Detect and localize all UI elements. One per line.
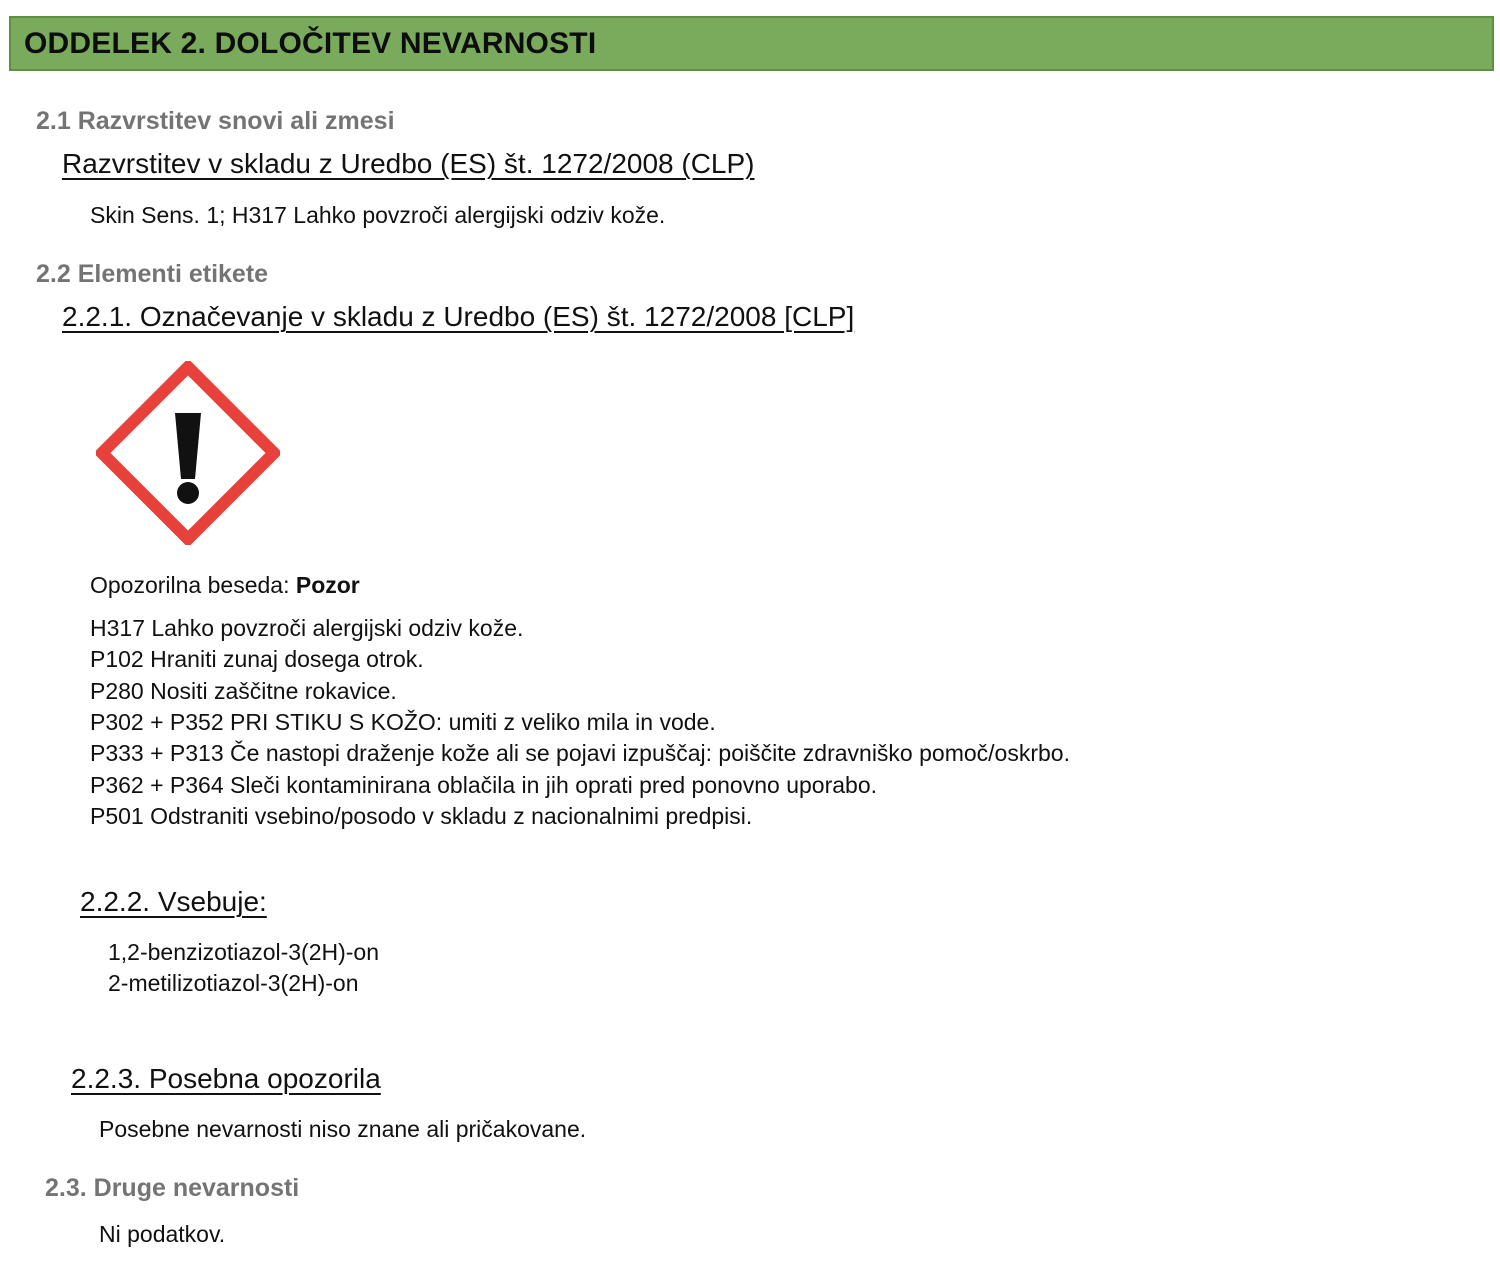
special-warnings-text: Posebne nevarnosti niso znane ali pričakovane. bbox=[99, 1116, 587, 1142]
statement-h317: H317 Lahko povzroči alergijski odziv kože. bbox=[90, 615, 524, 641]
subheading-2-2-2: 2.2.2. Vsebuje: bbox=[80, 886, 267, 917]
heading-2-1: 2.1 Razvrstitev snovi ali zmesi bbox=[36, 107, 395, 135]
section-title: ODDELEK 2. DOLOČITEV NEVARNOSTI bbox=[24, 27, 597, 60]
statement-p280: P280 Nositi zaščitne rokavice. bbox=[90, 678, 397, 704]
statement-p333-p313: P333 + P313 Če nastopi draženje kože ali se pojavi izpuščaj: poiščite zdravniško pomoč/oskrbo. bbox=[90, 740, 1070, 766]
signal-word: Pozor bbox=[295, 572, 360, 598]
signal-word-label: Opozorilna beseda: bbox=[90, 572, 290, 598]
section-header bbox=[9, 16, 1494, 71]
subheading-clp-classification: Razvrstitev v skladu z Uredbo (ES) št. 1272/2008 (CLP) bbox=[62, 148, 755, 179]
contains-item: 2-metilizotiazol-3(2H)-on bbox=[108, 970, 359, 996]
heading-2-3: 2.3. Druge nevarnosti bbox=[45, 1174, 300, 1202]
other-hazards-text: Ni podatkov. bbox=[99, 1221, 226, 1247]
signal-word-line bbox=[90, 572, 360, 599]
statement-p302-p352: P302 + P352 PRI STIKU S KOŽO: umiti z veliko mila in vode. bbox=[90, 709, 716, 735]
contains-item: 1,2-benzizotiazol-3(2H)-on bbox=[108, 939, 380, 965]
classification-text: Skin Sens. 1; H317 Lahko povzroči alergijski odziv kože. bbox=[90, 202, 666, 228]
subheading-2-2-3: 2.2.3. Posebna opozorila bbox=[71, 1063, 381, 1094]
exclamation-mark-icon bbox=[96, 361, 280, 545]
heading-2-2: 2.2 Elementi etikete bbox=[36, 260, 269, 288]
statement-p362-p364: P362 + P364 Sleči kontaminirana oblačila in jih oprati pred ponovno uporabo. bbox=[90, 772, 877, 798]
statement-p501: P501 Odstraniti vsebino/posodo v skladu z nacionalnimi predpisi. bbox=[90, 803, 753, 829]
subheading-2-2-1: 2.2.1. Označevanje v skladu z Uredbo (ES) št. 1272/2008 [CLP] bbox=[62, 301, 855, 332]
statement-p102: P102 Hraniti zunaj dosega otrok. bbox=[90, 646, 424, 672]
